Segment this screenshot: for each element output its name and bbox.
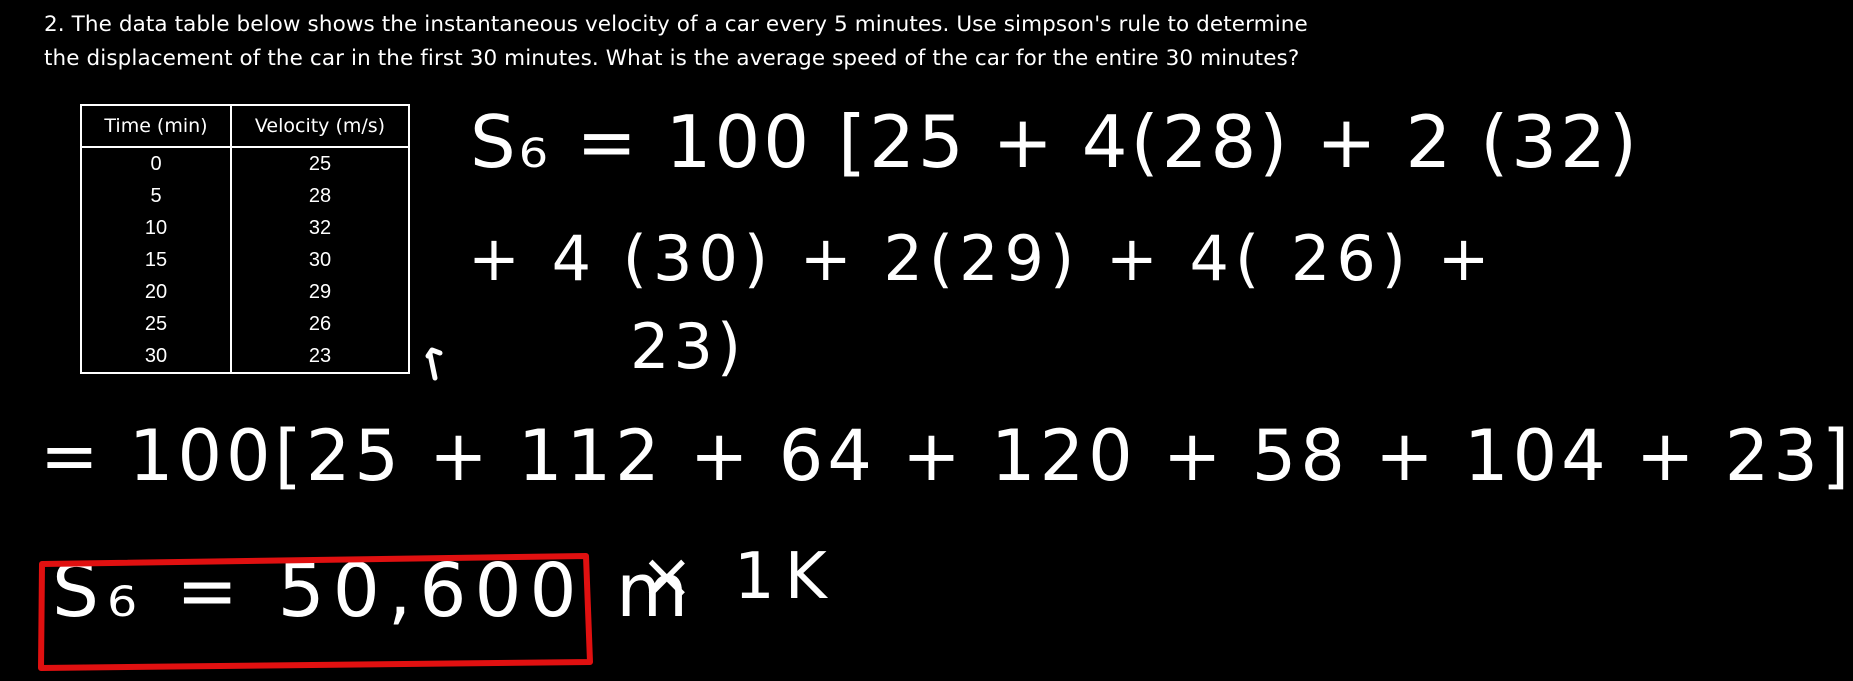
problem-line-1: 2. The data table below shows the instantaneous velocity of a car every 5 minutes. Use simpson's rule to determine: [44, 12, 1308, 37]
table-header-row: [81, 105, 409, 147]
handwritten-answer: S₆ = 50,600 m: [52, 548, 697, 634]
handwritten-simpson-line-3: 23): [630, 310, 746, 383]
handwritten-conversion: × 1K: [640, 540, 837, 614]
column-header-time: Time (min): [81, 105, 231, 147]
time-cell: 5: [81, 180, 231, 212]
handwritten-simpson-line-1: S₆ = 100 [25 + 4(28) + 2 (32): [470, 100, 1640, 184]
velocity-cell: 28: [231, 180, 409, 212]
problem-line-2: the displacement of the car in the first 30 minutes. What is the average speed of the car for the entire 30 minutes?: [44, 46, 1300, 71]
velocity-cell: 30: [231, 244, 409, 276]
velocity-cell: 23: [231, 340, 409, 373]
velocity-cell: 29: [231, 276, 409, 308]
table-row: [81, 147, 409, 180]
table-row: [81, 308, 409, 340]
time-cell: 20: [81, 276, 231, 308]
velocity-cell: 25: [231, 147, 409, 180]
time-cell: 30: [81, 340, 231, 373]
table-row: [81, 276, 409, 308]
time-cell: 15: [81, 244, 231, 276]
table-row: [81, 340, 409, 373]
time-cell: 10: [81, 212, 231, 244]
handwritten-expanded-sum: = 100[25 + 112 + 64 + 120 + 58 + 104 + 23]: [40, 415, 1853, 497]
velocity-data-table: [80, 104, 410, 374]
time-cell: 0: [81, 147, 231, 180]
velocity-cell: 32: [231, 212, 409, 244]
table-row: [81, 212, 409, 244]
column-header-velocity: Velocity (m/s): [231, 105, 409, 147]
problem-statement: [44, 8, 1334, 76]
handwritten-simpson-line-2: + 4 (30) + 2(29) + 4( 26) +: [468, 222, 1496, 295]
velocity-cell: 26: [231, 308, 409, 340]
answer-highlight-box: [38, 552, 594, 672]
table-row: [81, 180, 409, 212]
mouse-cursor-icon: [420, 340, 450, 382]
time-cell: 25: [81, 308, 231, 340]
table-row: [81, 244, 409, 276]
